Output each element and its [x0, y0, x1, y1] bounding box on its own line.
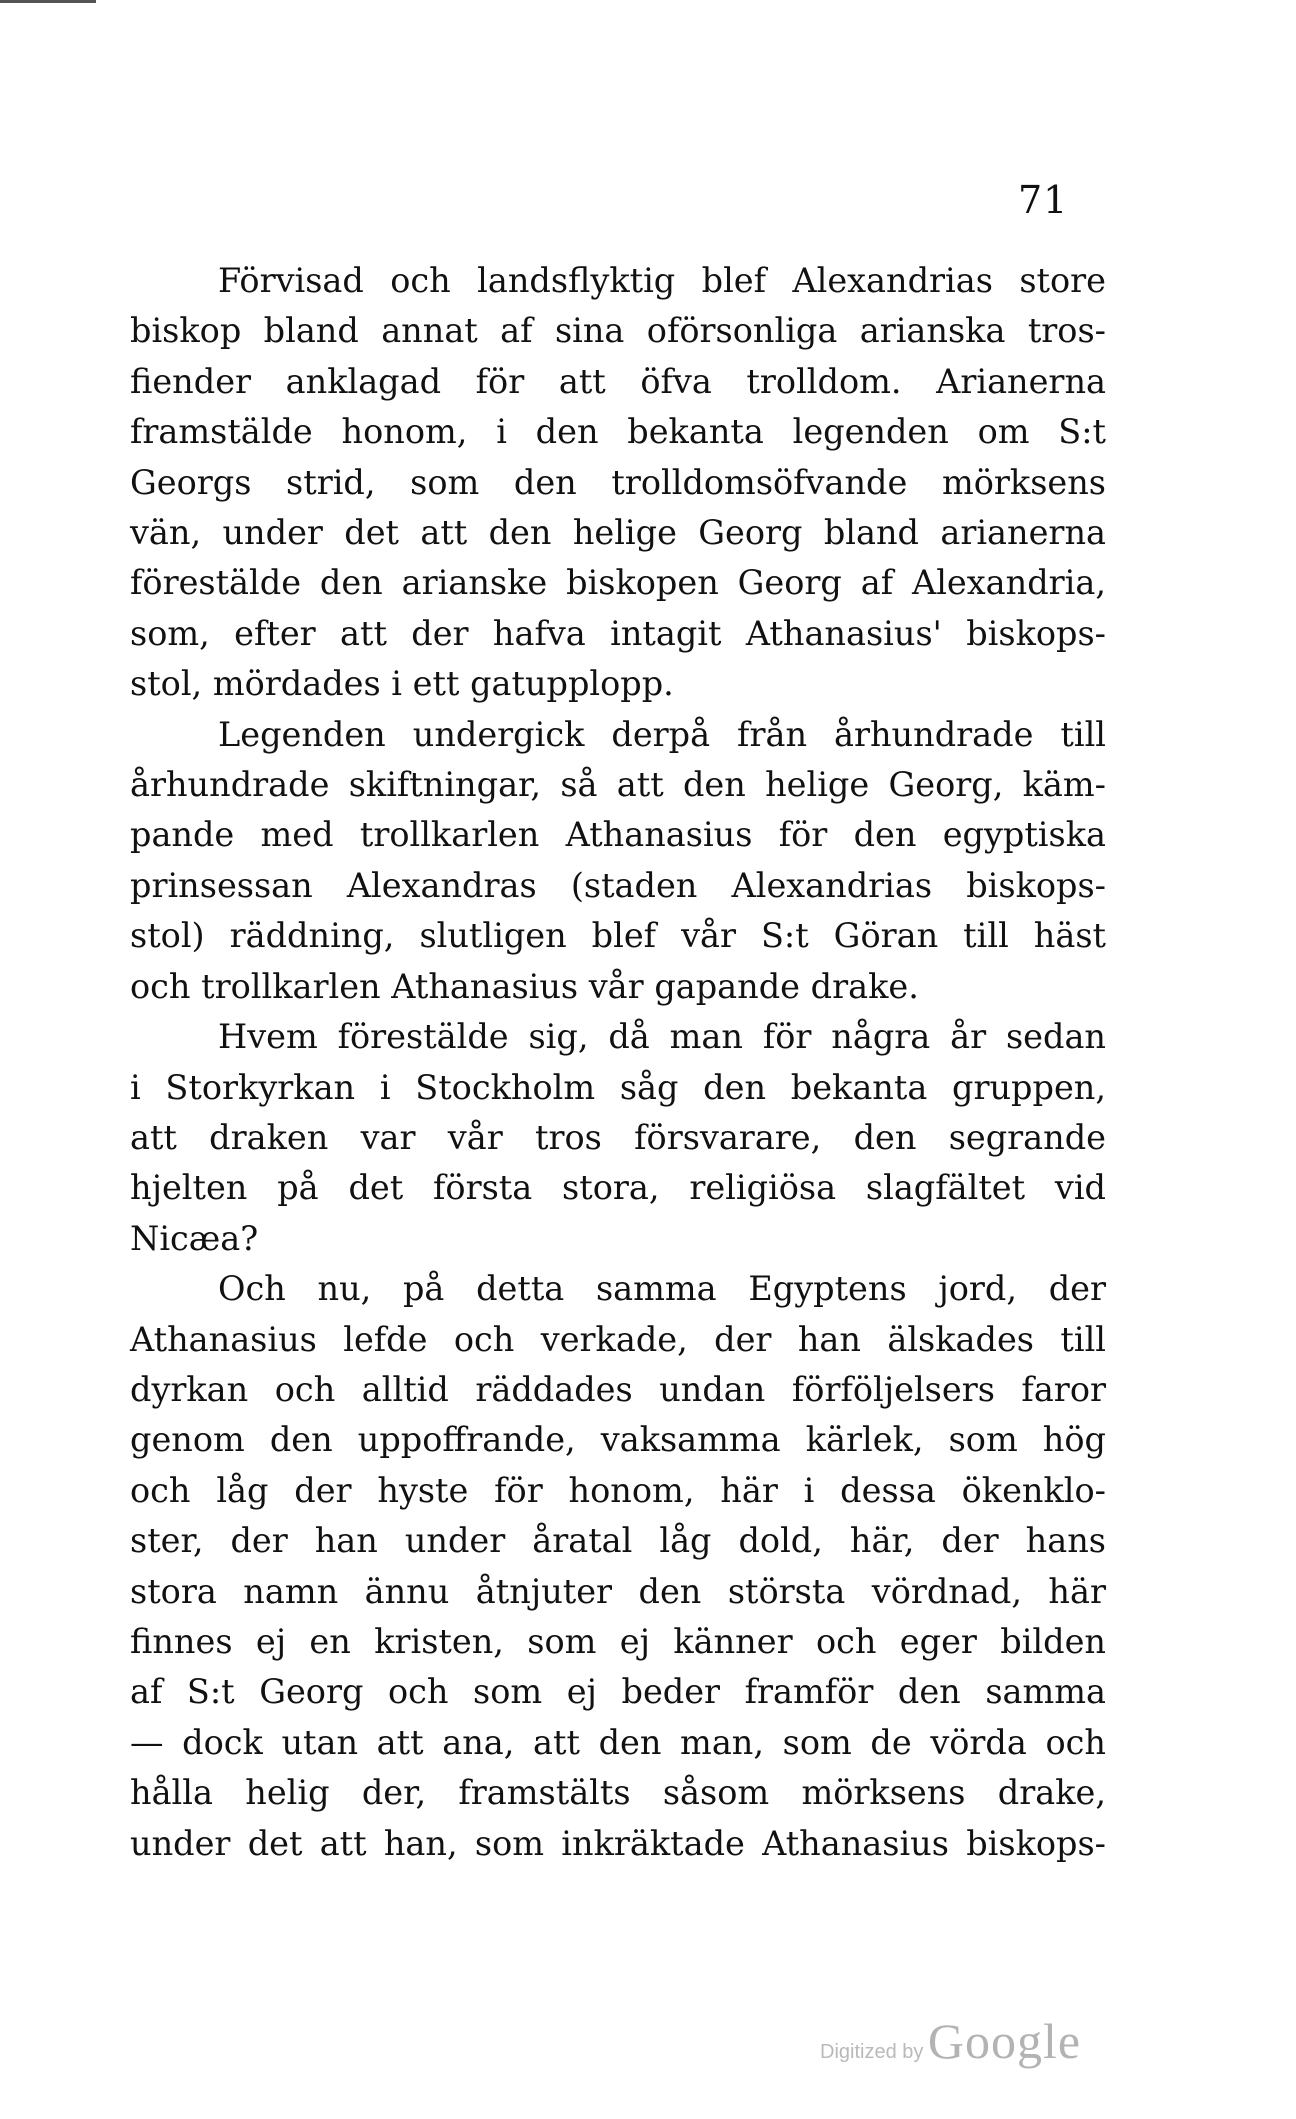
watermark-prefix: Digitized by [820, 2041, 924, 2063]
text-line: Förvisad och landsflyktig blef Alexandrias store [218, 261, 1106, 300]
text-line: stol) räddning, slutligen blef vår S:t Göran till häst [130, 916, 1106, 956]
text-line: af S:t Georg och som ej beder framför den samma [130, 1672, 1106, 1712]
paragraph [130, 1264, 1106, 1869]
text-line: och trollkarlen Athanasius vår gapande drake. [130, 966, 919, 1006]
text-line: Nicæa? [130, 1218, 259, 1258]
text-line: biskop bland annat af sina oförsonliga arianska tros- [130, 311, 1106, 351]
text-line: Athanasius lefde och verkade, der han älskades till [130, 1319, 1106, 1359]
text-line: i Storkyrkan i Stockholm såg den bekanta gruppen, [130, 1067, 1106, 1107]
text-line: vän, under det att den helige Georg bland arianerna [130, 513, 1106, 553]
text-line: prinsessan Alexandras (staden Alexandrias biskops- [130, 865, 1106, 905]
text-line: finnes ej en kristen, som ej känner och eger bilden [130, 1621, 1106, 1661]
text-line: hjelten på det första stora, religiösa slagfältet vid [130, 1168, 1106, 1208]
paragraph [130, 256, 1106, 710]
google-logo: Google [927, 2013, 1082, 2069]
scan-edge-mark [0, 0, 96, 3]
text-line: att draken var vår tros försvarare, den segrande [130, 1117, 1106, 1157]
text-line: Georgs strid, som den trolldomsöfvande mörksens [130, 462, 1106, 502]
text-line: stol, mördades i ett gatupplopp. [130, 664, 674, 704]
text-line: pande med trollkarlen Athanasius för den egyptiska [130, 815, 1106, 855]
text-line: ster, der han under åratal låg dold, här, der hans [130, 1521, 1106, 1561]
text-line: århundrade skiftningar, så att den helige Georg, käm- [130, 765, 1106, 805]
text-line: fiender anklagad för att öfva trolldom. Arianerna [130, 361, 1106, 401]
text-line: Legenden undergick derpå från århundrade till [218, 714, 1106, 754]
text-line: stora namn ännu åtnjuter den största vördnad, här [130, 1571, 1106, 1611]
text-line: genom den uppoffrande, vaksamma kärlek, som hög [130, 1420, 1106, 1460]
text-line: förestälde den arianske biskopen Georg af Alexandria, [130, 563, 1106, 603]
text-line: under det att han, som inkräktade Athanasius biskops- [130, 1823, 1106, 1863]
text-line: — dock utan att ana, att den man, som de vörda och [130, 1722, 1106, 1762]
paragraph [130, 710, 1106, 1012]
text-line: framstälde honom, i den bekanta legenden om S:t [130, 412, 1106, 452]
text-line: hålla helig der, framstälts såsom mörksens drake, [130, 1773, 1106, 1813]
text-line: Hvem förestälde sig, då man för några år sedan [218, 1017, 1106, 1057]
body-text [130, 256, 1106, 1869]
text-line: och låg der hyste för honom, här i dessa ökenklo- [130, 1470, 1106, 1510]
paragraph [130, 1012, 1106, 1264]
page-number: 71 [1018, 178, 1069, 222]
text-line: som, efter att der hafva intagit Athanasius' biskops- [130, 613, 1106, 653]
text-line: dyrkan och alltid räddades undan förföljelsers faror [130, 1369, 1106, 1409]
digitized-watermark [820, 2012, 1081, 2070]
text-line: Och nu, på detta samma Egyptens jord, der [218, 1269, 1106, 1309]
